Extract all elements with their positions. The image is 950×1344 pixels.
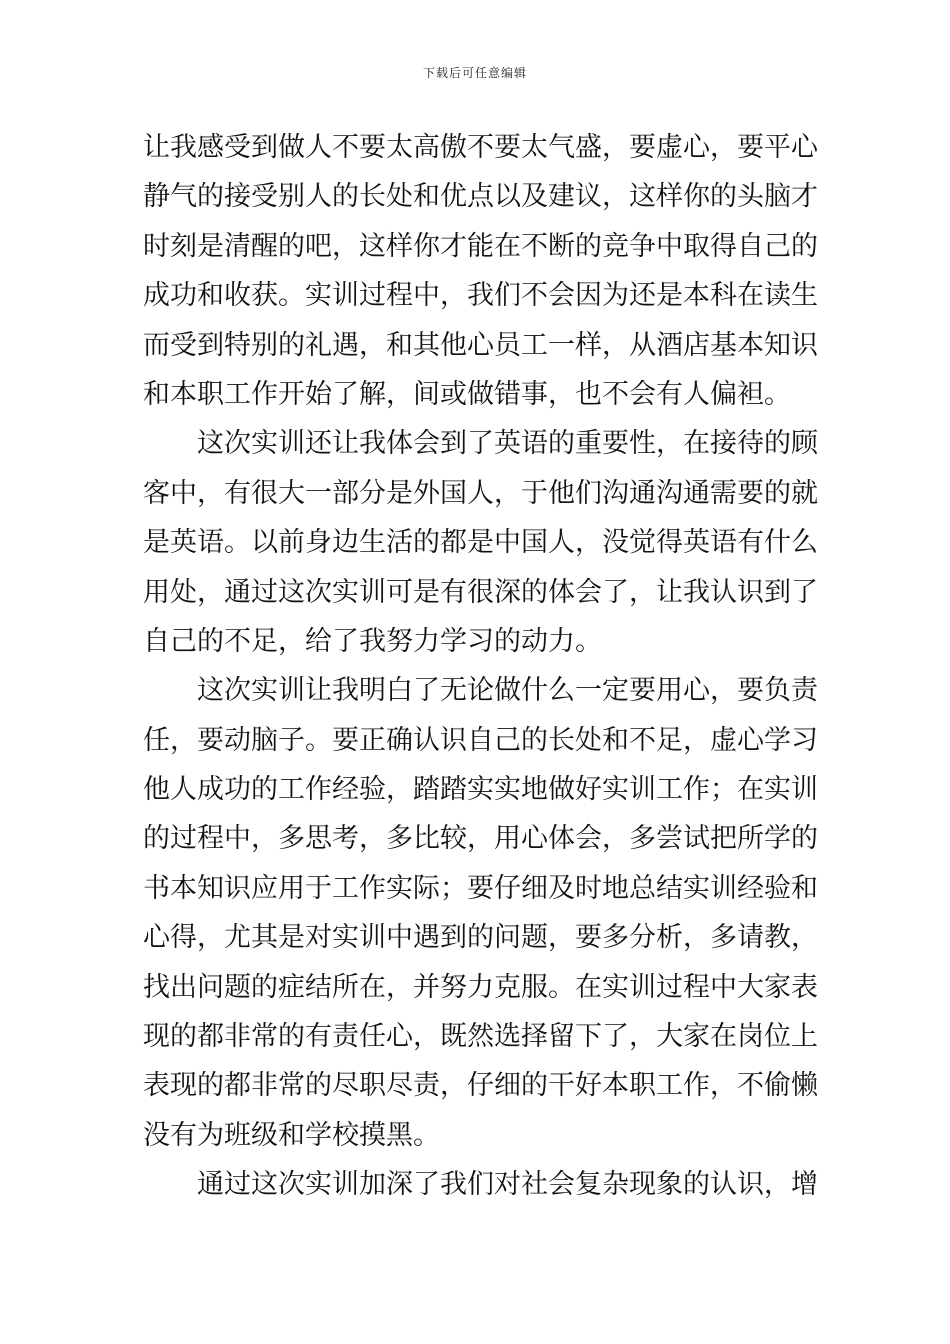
text-line: 的过程中，多思考，多比较，用心体会，多尝试把所学的 (143, 823, 818, 855)
body-text (143, 123, 818, 1210)
text-line: 通过这次实训加深了我们对社会复杂现象的认识，增 (197, 1169, 818, 1201)
paragraph-4 (143, 1160, 818, 1209)
text-line: 任，要动脑子。要正确认识自己的长处和不足，虚心学习 (143, 724, 818, 756)
text-line: 是英语。以前身边生活的都是中国人，没觉得英语有什么 (143, 527, 818, 559)
text-line: 用处，通过这次实训可是有很深的体会了，让我认识到了 (143, 576, 818, 608)
text-line: 没有为班级和学校摸黑。 (143, 1119, 440, 1151)
text-line: 找出问题的症结所在，并努力克服。在实训过程中大家表 (143, 971, 818, 1003)
text-line: 心得，尤其是对实训中遇到的问题，要多分析，多请教， (143, 922, 818, 954)
text-line: 这次实训还让我体会到了英语的重要性，在接待的顾 (197, 428, 818, 460)
page-header: 下载后可任意编辑 (422, 66, 527, 80)
paragraph-2 (143, 419, 818, 666)
text-line: 而受到特别的礼遇，和其他心员工一样，从酒店基本知识 (143, 329, 818, 361)
text-line: 成功和收获。实训过程中，我们不会因为还是本科在读生 (143, 280, 818, 312)
text-line: 时刻是清醒的吧，这样你才能在不断的竞争中取得自己的 (143, 230, 818, 262)
text-line: 这次实训让我明白了无论做什么一定要用心，要负责 (197, 675, 818, 707)
paragraph-1 (143, 123, 818, 419)
text-line: 他人成功的工作经验，踏踏实实地做好实训工作；在实训 (143, 774, 818, 806)
text-line: 表现的都非常的尽职尽责，仔细的干好本职工作，不偷懒 (143, 1070, 818, 1102)
text-line: 书本知识应用于工作实际；要仔细及时地总结实训经验和 (143, 872, 818, 904)
text-line: 静气的接受别人的长处和优点以及建议，这样你的头脑才 (143, 181, 818, 213)
text-line: 现的都非常的有责任心，既然选择留下了，大家在岗位上 (143, 1021, 818, 1053)
text-line: 让我感受到做人不要太高傲不要太气盛，要虚心，要平心 (143, 132, 818, 163)
text-line: 自己的不足，给了我努力学习的动力。 (143, 625, 602, 657)
text-line: 客中，有很大一部分是外国人，于他们沟通沟通需要的就 (143, 477, 818, 509)
text-line: 和本职工作开始了解，间或做错事，也不会有人偏袒。 (143, 378, 791, 410)
paragraph-3 (143, 666, 818, 1160)
